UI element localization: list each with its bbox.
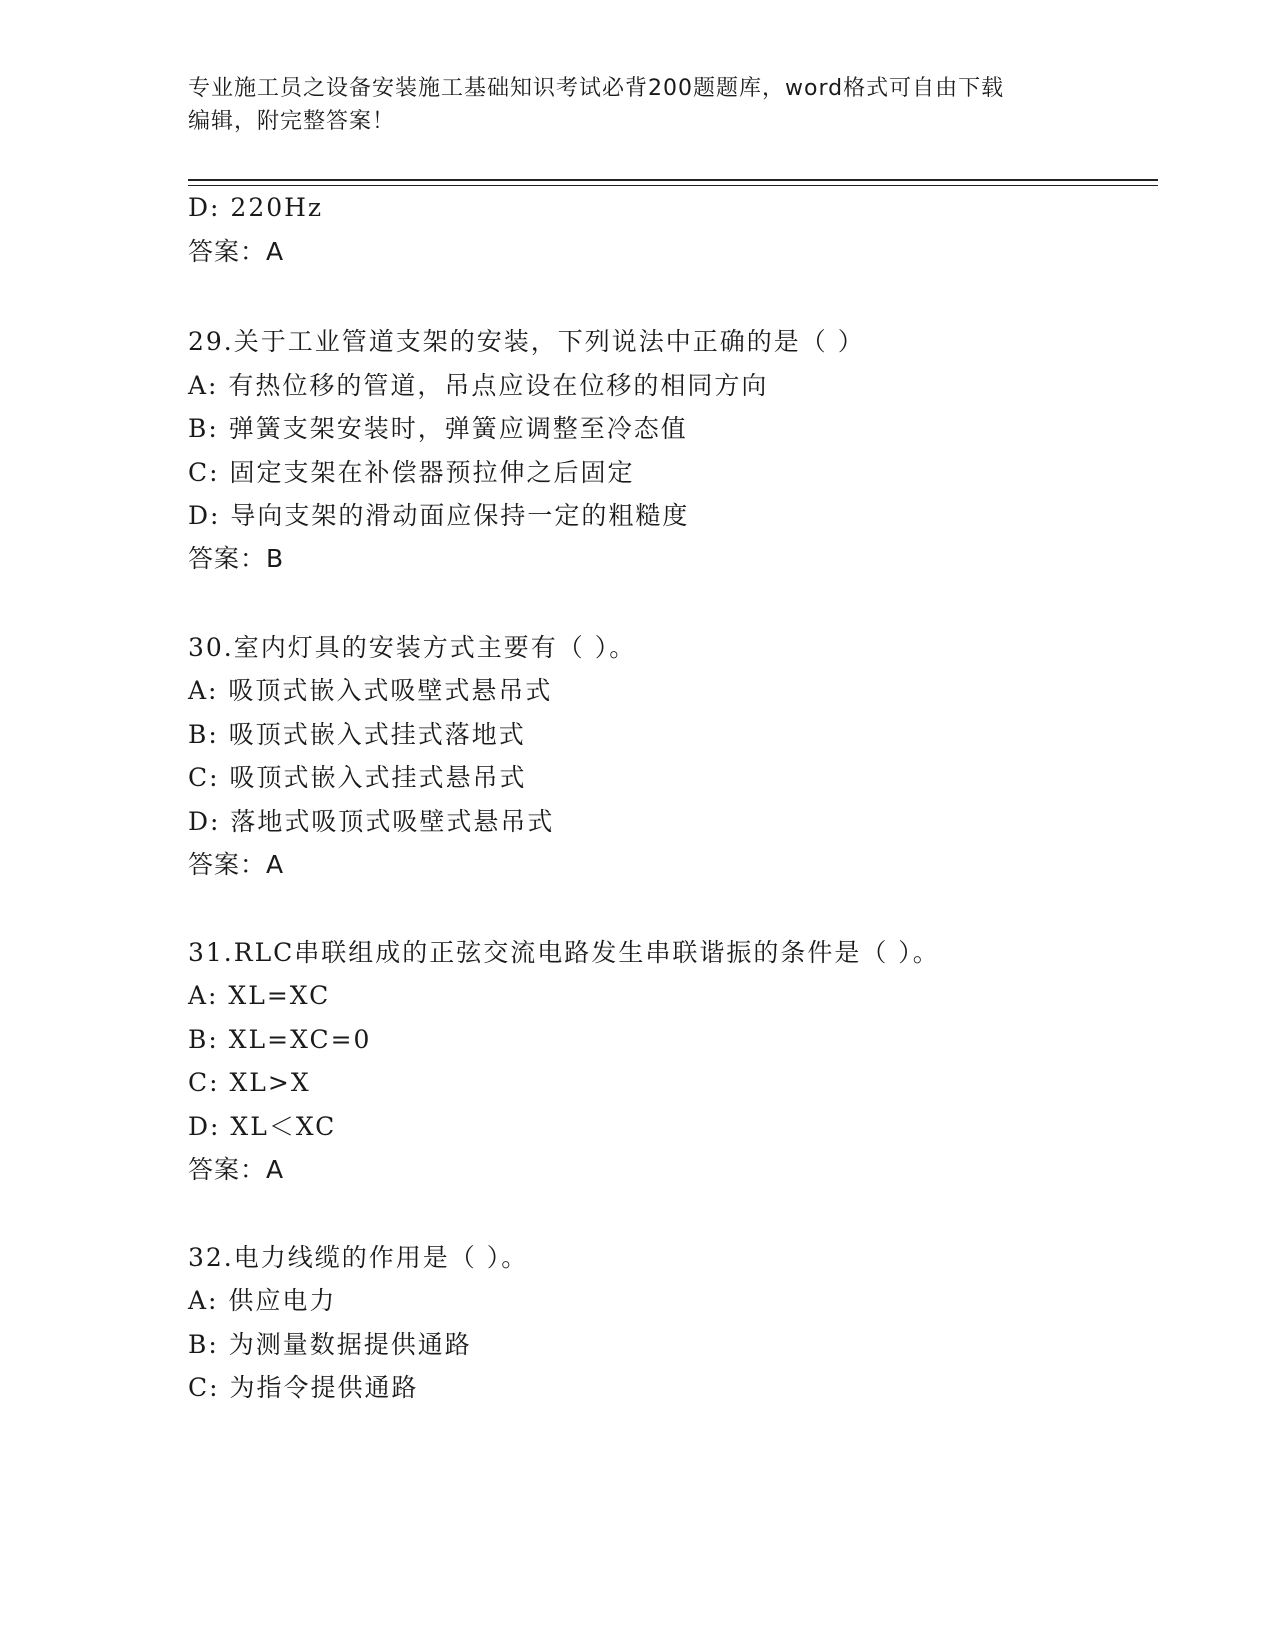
prev-question-answer: 答案：A xyxy=(188,237,285,266)
question-30-stem: 30.室内灯具的安装方式主要有（ ）。 xyxy=(188,633,637,662)
question-30-option-b: B: 吸顶式嵌入式挂式落地式 xyxy=(188,720,526,749)
question-31-option-b: B: XL=XC=0 xyxy=(188,1025,372,1054)
question-31-option-c: C: XL>X xyxy=(188,1068,311,1097)
question-29-option-c: C: 固定支架在补偿器预拉伸之后固定 xyxy=(188,458,635,487)
question-32-option-b: B: 为测量数据提供通路 xyxy=(188,1330,472,1359)
header-divider xyxy=(188,179,1158,181)
prev-question-option-d: D: 220Hz xyxy=(188,193,324,222)
document-header xyxy=(188,72,1088,138)
question-29-option-b: B: 弹簧支架安装时，弹簧应调整至冷态值 xyxy=(188,414,688,443)
question-31-option-d: D: XL＜XC xyxy=(188,1112,337,1141)
question-32-option-c: C: 为指令提供通路 xyxy=(188,1373,419,1402)
question-30-option-d: D: 落地式吸顶式吸壁式悬吊式 xyxy=(188,807,555,836)
question-29-answer: 答案：B xyxy=(188,544,285,573)
question-31-stem: 31.RLC串联组成的正弦交流电路发生串联谐振的条件是（ ）。 xyxy=(188,938,940,967)
question-30-option-a: A: 吸顶式嵌入式吸壁式悬吊式 xyxy=(188,676,553,705)
question-32-option-a: A: 供应电力 xyxy=(188,1286,337,1315)
header-divider-thin xyxy=(188,185,1158,186)
question-29-stem: 29.关于工业管道支架的安装，下列说法中正确的是（ ） xyxy=(188,327,865,356)
question-32-stem: 32.电力线缆的作用是（ ）。 xyxy=(188,1243,529,1272)
question-31-option-a: A: XL=XC xyxy=(188,981,331,1010)
question-30-answer: 答案：A xyxy=(188,850,285,879)
question-29-option-d: D: 导向支架的滑动面应保持一定的粗糙度 xyxy=(188,501,690,530)
header-title-line2: 编辑，附完整答案！ xyxy=(188,109,396,134)
question-29-option-a: A: 有热位移的管道，吊点应设在位移的相同方向 xyxy=(188,371,769,400)
question-31-answer: 答案：A xyxy=(188,1155,285,1184)
question-30-option-c: C: 吸顶式嵌入式挂式悬吊式 xyxy=(188,763,527,792)
header-title-line1: 专业施工员之设备安装施工基础知识考试必背200题题库，word格式可自由下载 xyxy=(188,76,1005,101)
